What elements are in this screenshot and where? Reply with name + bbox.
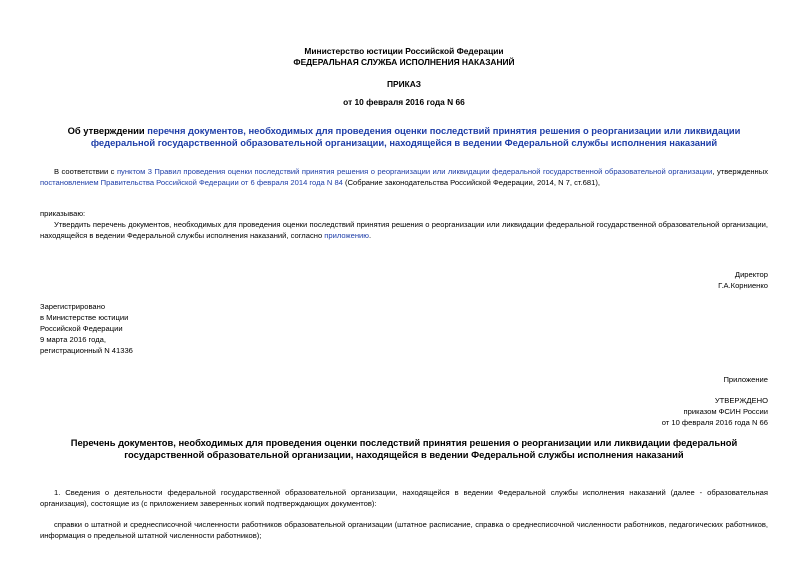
registration-line-3: Российской Федерации <box>40 324 123 333</box>
preamble-link-resolution[interactable]: постановлением Правительства Российской Федерации от 6 февраля 2014 года N 84 <box>40 178 343 187</box>
order-paragraph <box>40 219 768 241</box>
order-label: приказываю: <box>40 209 86 218</box>
preamble-paragraph <box>40 166 768 188</box>
signature-position: Директор <box>734 270 768 279</box>
doc-title-prefix: Об утверждении <box>67 125 148 136</box>
doc-title <box>50 125 758 149</box>
appendix-item-1: 1. Сведения о деятельности федеральной государственной образовательной организации, находящейся в ведении Федеральной службы исполнения наказаний (далее - образовательная организация), состоящие из (с приложением заверенных копий подтверждающих документов): <box>40 488 768 508</box>
registration-line-5: регистрационный N 41336 <box>40 346 133 355</box>
signature-name: Г.А.Корниенко <box>718 281 768 290</box>
preamble-text-1: В соответствии с <box>54 167 117 176</box>
order-appendix-link[interactable]: приложению <box>324 231 369 240</box>
order-text: Утвердить перечень документов, необходимых для проведения оценки последствий принятия решения о реорганизации или ликвидации федеральной государственной образовательной организации, находящейся в ведении Федеральной службы исполнения наказаний, согласно <box>40 220 768 240</box>
preamble-text-2: , утвержденных <box>712 167 769 176</box>
registration-line-4: 9 марта 2016 года, <box>40 335 106 344</box>
preamble-link-rules[interactable]: пунктом 3 Правил проведения оценки последствий принятия решения о реорганизации или ликвидации федеральной государственной образовательной организации <box>116 167 713 176</box>
appendix-by-order: приказом ФСИН России <box>683 407 768 416</box>
doc-title-link[interactable]: перечня документов, необходимых для проведения оценки последствий принятия решения о реорганизации или ликвидации федеральной государственной образовательной организации, находящейся в ведении Федеральной службы исполнения наказаний <box>90 125 741 148</box>
appendix-title: Перечень документов, необходимых для проведения оценки последствий принятия решения о реорганизации или ликвидации федеральной государственной образовательной организации, находящейся в ведении Федеральной службы исполнения наказаний <box>70 437 738 460</box>
order-text-end: . <box>368 231 372 240</box>
preamble-text-3: (Собрание законодательства Российской Федерации, 2014, N 7, ст.681), <box>342 178 600 187</box>
appendix-item-1-sub: справки о штатной и среднесписочной численности работников образовательной организации (штатное расписание, справка о среднесписочной численности работников, педагогических работников, информация о предельной штатной численности работников); <box>40 520 768 540</box>
service-name: ФЕДЕРАЛЬНАЯ СЛУЖБА ИСПОЛНЕНИЯ НАКАЗАНИЙ <box>293 57 515 67</box>
appendix-date: от 10 февраля 2016 года N 66 <box>661 418 768 427</box>
registration-line-2: в Министерстве юстиции <box>40 313 129 322</box>
registration-line-1: Зарегистрировано <box>40 302 106 311</box>
doc-date: от 10 февраля 2016 года N 66 <box>343 97 465 107</box>
ministry-name: Министерство юстиции Российской Федерации <box>304 46 504 56</box>
doc-type: ПРИКАЗ <box>386 79 422 89</box>
appendix-label: Приложение <box>723 375 768 384</box>
appendix-approved: УТВЕРЖДЕНО <box>714 396 768 405</box>
